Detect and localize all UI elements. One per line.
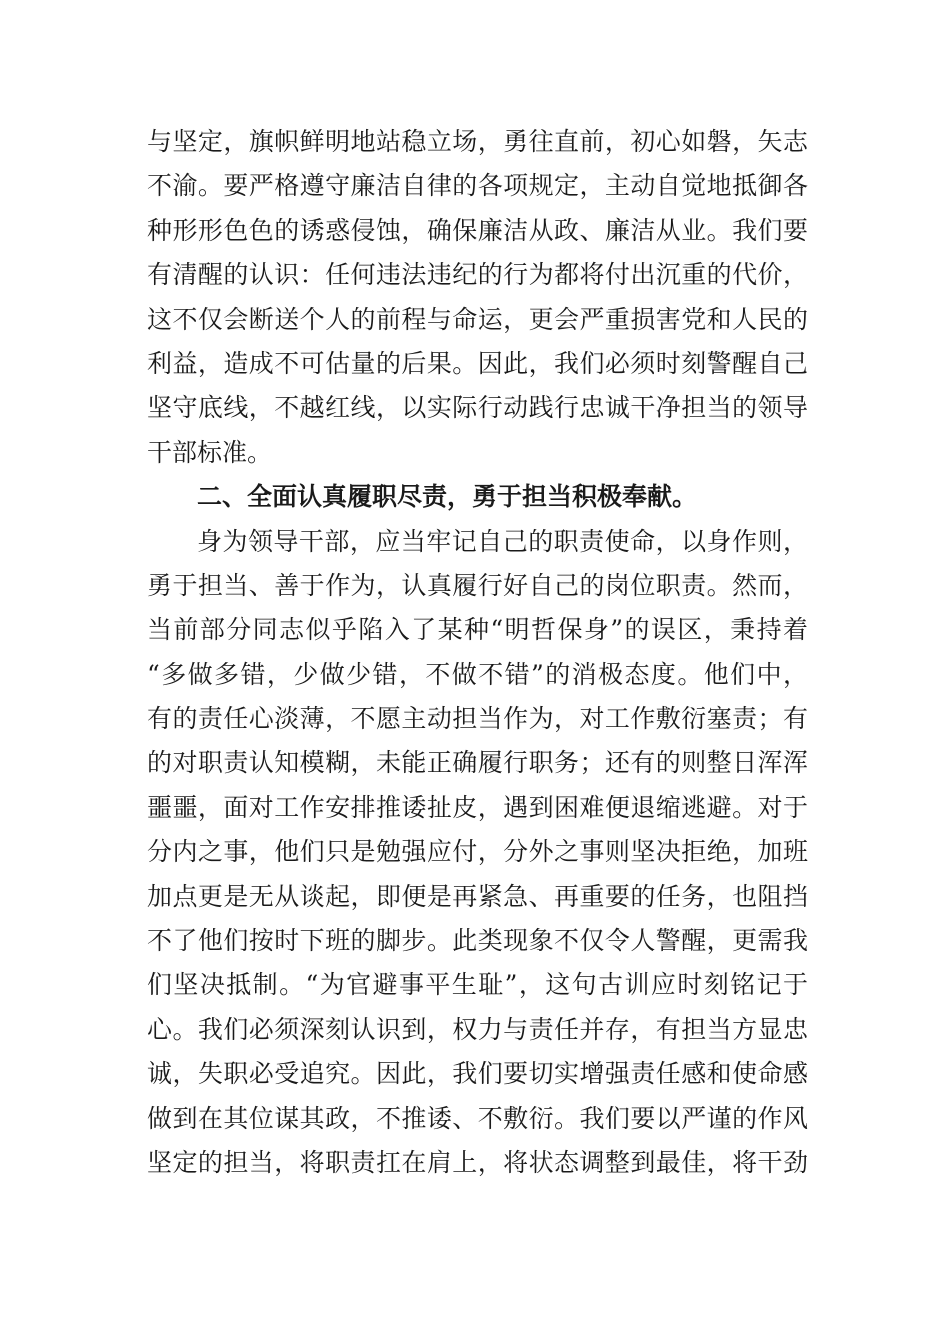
text-line: 坚守底线，不越红线，以实际行动践行忠诚干净担当的领导	[147, 393, 808, 423]
body-text	[147, 120, 808, 1185]
text-line: 与坚定，旗帜鲜明地站稳立场，勇往直前，初心如磐，矢志	[147, 127, 808, 156]
text-line: 的对职责认知模糊，未能正确履行职务；还有的则整日浑浑	[147, 748, 808, 778]
text-line: 有的责任心淡薄，不愿主动担当作为，对工作敷衍塞责；有	[147, 704, 808, 734]
text-line: 坚定的担当，将职责扛在肩上，将状态调整到最佳，将干劲	[147, 1147, 808, 1177]
text-line: 分内之事，他们只是勉强应付，分外之事则坚决拒绝，加班	[147, 837, 808, 867]
text-line: 勇于担当、善于作为，认真履行好自己的岗位职责。然而，	[147, 570, 808, 600]
text-line: 不了他们按时下班的脚步。此类现象不仅令人警醒，更需我	[147, 926, 808, 956]
text-line: 做到在其位谋其政，不推诿、不敷衍。我们要以严谨的作风	[147, 1103, 808, 1133]
text-line: 当前部分同志似乎陷入了某种“明哲保身”的误区，秉持着	[147, 615, 808, 645]
text-line: 干部标准。	[147, 437, 273, 467]
text-line: “多做多错，少做少错，不做不错”的消极态度。他们中，	[147, 659, 808, 689]
text-line: 们坚决抵制。“为官避事平生耻”，这句古训应时刻铭记于	[147, 970, 808, 1000]
text-line: 心。我们必须深刻认识到，权力与责任并存，有担当方显忠	[147, 1014, 808, 1044]
text-line: 不渝。要严格遵守廉洁自律的各项规定，主动自觉地抵御各	[147, 171, 808, 201]
text-line: 噩噩，面对工作安排推诿扯皮，遇到困难便退缩逃避。对于	[147, 792, 808, 822]
text-line: 身为领导干部，应当牢记自己的职责使命，以身作则，	[197, 526, 808, 556]
text-line: 诚，失职必受追究。因此，我们要切实增强责任感和使命感	[147, 1059, 808, 1089]
text-line: 利益，造成不可估量的后果。因此，我们必须时刻警醒自己	[147, 348, 808, 378]
text-line: 这不仅会断送个人的前程与命运，更会严重损害党和人民的	[147, 304, 808, 334]
section-heading: 二、全面认真履职尽责，勇于担当积极奉献。	[197, 482, 698, 512]
text-line: 加点更是无从谈起，即便是再紧急、再重要的任务，也阻挡	[147, 881, 808, 911]
text-line: 有清醒的认识：任何违法违纪的行为都将付出沉重的代价，	[147, 260, 808, 290]
text-line: 种形形色色的诱惑侵蚀，确保廉洁从政、廉洁从业。我们要	[147, 215, 808, 245]
